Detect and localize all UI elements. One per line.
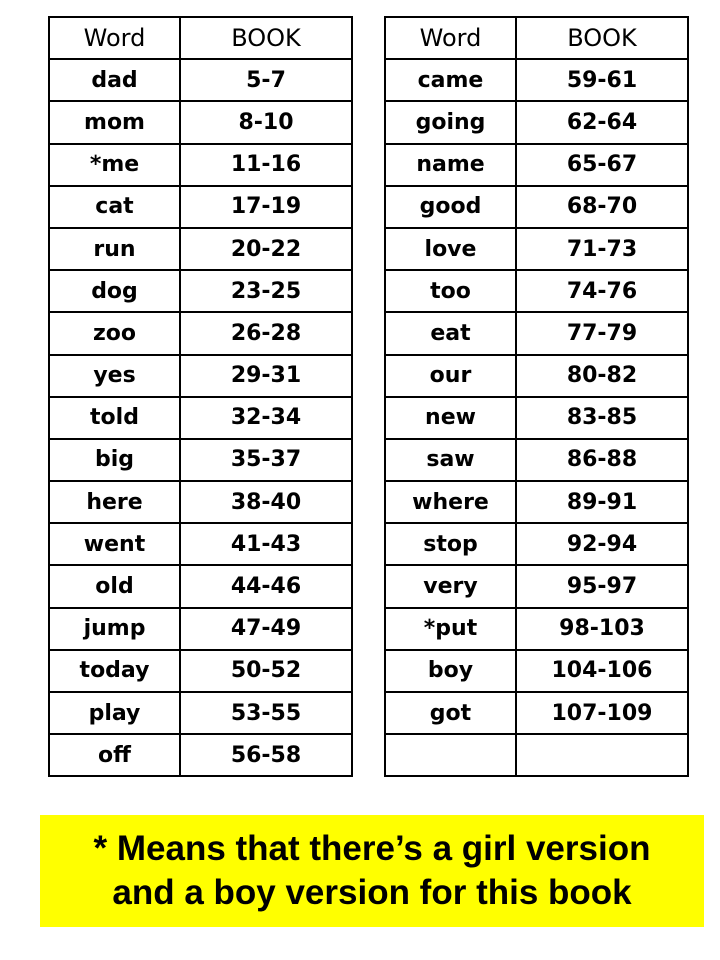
table-row — [49, 228, 352, 270]
word-cell: big — [49, 439, 180, 481]
word-cell: our — [385, 355, 516, 397]
word-cell: too — [385, 270, 516, 312]
word-cell: came — [385, 59, 516, 101]
table-row — [49, 523, 352, 565]
word-cell: play — [49, 692, 180, 734]
word-cell: told — [49, 397, 180, 439]
table-row — [49, 734, 352, 776]
word-cell: yes — [49, 355, 180, 397]
book-range-cell: 98-103 — [516, 608, 688, 650]
note-banner — [40, 815, 704, 927]
book-range-cell: 29-31 — [180, 355, 352, 397]
word-cell: went — [49, 523, 180, 565]
word-cell: today — [49, 650, 180, 692]
table-row — [385, 650, 688, 692]
book-range-cell: 53-55 — [180, 692, 352, 734]
book-range-cell: 62-64 — [516, 101, 688, 143]
table-row — [385, 692, 688, 734]
table-row — [385, 59, 688, 101]
word-cell: jump — [49, 608, 180, 650]
word-cell: dog — [49, 270, 180, 312]
word-table-right — [384, 16, 689, 777]
book-range-cell: 68-70 — [516, 186, 688, 228]
table-row — [49, 144, 352, 186]
table-row — [49, 650, 352, 692]
table-row — [49, 692, 352, 734]
book-range-cell: 104-106 — [516, 650, 688, 692]
book-range-cell: 17-19 — [180, 186, 352, 228]
word-cell: stop — [385, 523, 516, 565]
book-range-cell: 56-58 — [180, 734, 352, 776]
table-row — [49, 481, 352, 523]
book-range-cell: 38-40 — [180, 481, 352, 523]
word-cell: *me — [49, 144, 180, 186]
word-cell: new — [385, 397, 516, 439]
book-range-cell: 107-109 — [516, 692, 688, 734]
word-cell: name — [385, 144, 516, 186]
book-range-cell: 95-97 — [516, 565, 688, 607]
book-range-cell: 23-25 — [180, 270, 352, 312]
table-row — [49, 608, 352, 650]
table-row — [385, 270, 688, 312]
book-range-cell: 20-22 — [180, 228, 352, 270]
header-row — [385, 17, 688, 59]
table-row — [385, 608, 688, 650]
word-cell — [385, 734, 516, 776]
table-row — [49, 565, 352, 607]
table-row — [385, 144, 688, 186]
word-cell: boy — [385, 650, 516, 692]
table-row — [49, 439, 352, 481]
book-range-cell: 35-37 — [180, 439, 352, 481]
table-row — [385, 186, 688, 228]
note-line-1: * Means that there’s a girl version — [93, 829, 651, 868]
book-range-cell: 32-34 — [180, 397, 352, 439]
book-range-cell: 8-10 — [180, 101, 352, 143]
book-range-cell: 47-49 — [180, 608, 352, 650]
table-row — [49, 59, 352, 101]
word-cell: saw — [385, 439, 516, 481]
table-row — [385, 734, 688, 776]
table-row — [385, 397, 688, 439]
book-range-cell: 77-79 — [516, 312, 688, 354]
book-range-cell: 44-46 — [180, 565, 352, 607]
book-range-cell: 65-67 — [516, 144, 688, 186]
book-range-cell: 71-73 — [516, 228, 688, 270]
book-range-cell: 59-61 — [516, 59, 688, 101]
word-cell: old — [49, 565, 180, 607]
table-row — [385, 481, 688, 523]
word-column-header: Word — [385, 17, 516, 59]
word-cell: love — [385, 228, 516, 270]
book-range-cell: 5-7 — [180, 59, 352, 101]
word-cell: got — [385, 692, 516, 734]
book-range-cell: 89-91 — [516, 481, 688, 523]
book-range-cell: 11-16 — [180, 144, 352, 186]
table-row — [385, 355, 688, 397]
table-row — [385, 523, 688, 565]
word-cell: off — [49, 734, 180, 776]
word-cell: mom — [49, 101, 180, 143]
book-range-cell: 86-88 — [516, 439, 688, 481]
book-column-header: BOOK — [180, 17, 352, 59]
word-cell: here — [49, 481, 180, 523]
table-row — [49, 270, 352, 312]
book-range-cell: 80-82 — [516, 355, 688, 397]
word-cell: dad — [49, 59, 180, 101]
book-range-cell: 83-85 — [516, 397, 688, 439]
book-range-cell: 50-52 — [180, 650, 352, 692]
table-row — [385, 565, 688, 607]
word-cell: very — [385, 565, 516, 607]
book-range-cell: 26-28 — [180, 312, 352, 354]
table-row — [49, 186, 352, 228]
table-row — [385, 101, 688, 143]
book-range-cell: 41-43 — [180, 523, 352, 565]
word-cell: *put — [385, 608, 516, 650]
table-row — [49, 355, 352, 397]
word-column-header: Word — [49, 17, 180, 59]
word-cell: good — [385, 186, 516, 228]
word-table-left — [48, 16, 353, 777]
header-row — [49, 17, 352, 59]
table-row — [49, 101, 352, 143]
book-range-cell — [516, 734, 688, 776]
table-body — [385, 59, 688, 776]
book-column-header: BOOK — [516, 17, 688, 59]
word-cell: zoo — [49, 312, 180, 354]
book-range-cell: 74-76 — [516, 270, 688, 312]
table-row — [385, 228, 688, 270]
table-body — [49, 59, 352, 776]
table-row — [385, 439, 688, 481]
note-line-2: and a boy version for this book — [112, 873, 632, 912]
table-row — [385, 312, 688, 354]
word-cell: going — [385, 101, 516, 143]
book-range-cell: 92-94 — [516, 523, 688, 565]
word-cell: run — [49, 228, 180, 270]
table-row — [49, 312, 352, 354]
word-cell: where — [385, 481, 516, 523]
table-row — [49, 397, 352, 439]
word-cell: eat — [385, 312, 516, 354]
word-cell: cat — [49, 186, 180, 228]
